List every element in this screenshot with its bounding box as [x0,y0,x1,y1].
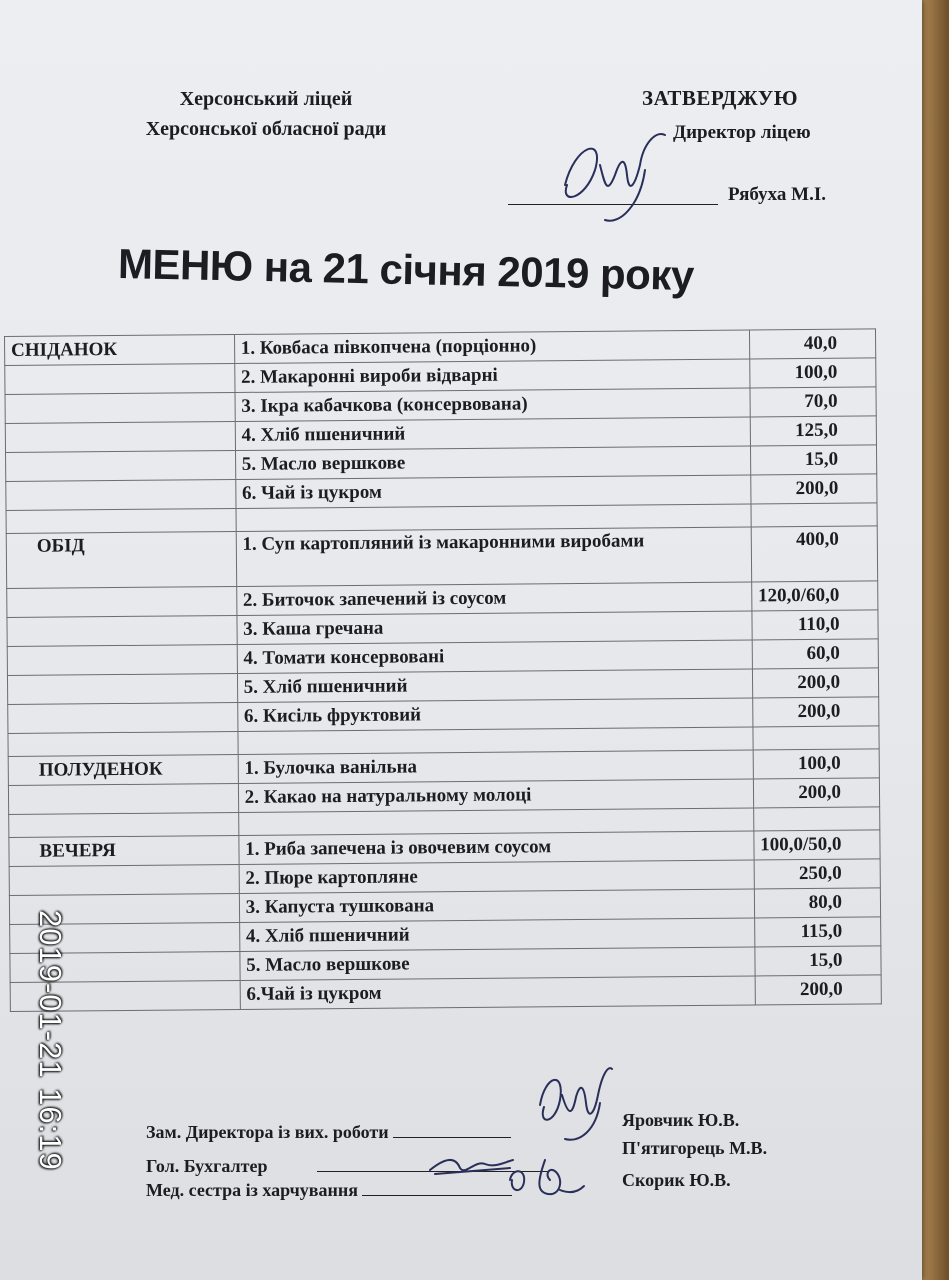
director-title: Директор ліцею [673,122,811,143]
dish-cell: 1. Булочка ванільна [238,750,753,783]
director-name: Рябуха М.І. [728,184,826,205]
nurse-name: Скорик Ю.В. [622,1170,731,1190]
meal-cell [5,363,235,394]
quantity-cell: 15,0 [750,445,877,475]
dish-cell: 1. Риба запечена із овочевим соусом [239,831,754,864]
director-signature [545,125,685,245]
quantity-cell: 400,0 [751,526,878,582]
page-title: МЕНЮ на 21 січня 2019 року [117,240,695,300]
quantity-cell: 100,0 [749,358,876,388]
quantity-cell: 125,0 [750,416,877,446]
meal-cell [7,673,237,704]
dish-cell: 5. Масло вершкове [240,947,755,980]
dish-cell: 4. Хліб пшеничний [239,918,754,951]
quantity-cell: 100,0 [753,749,880,779]
dish-cell: 3. Каша гречана [237,611,752,644]
empty-cell [751,503,877,527]
accountant-role: Гол. Бухгалтер [146,1156,268,1176]
quantity-cell: 200,0 [750,474,877,504]
meal-cell: СНІДАНОК [5,334,235,365]
menu-table-body [5,329,882,1012]
dish-cell: 5. Хліб пшеничний [237,669,752,702]
signature-row-deputy [146,1122,511,1143]
signature-row-nurse [146,1180,512,1201]
dish-cell: 3. Ікра кабачкова (консервована) [235,388,750,421]
institution-header [86,84,446,144]
empty-cell [6,508,236,533]
dish-cell: 1. Суп картопляний із макаронними виробами [236,527,752,586]
quantity-cell: 200,0 [755,975,882,1005]
meal-cell: ОБІД [6,531,236,588]
meal-cell [5,421,235,452]
meal-cell [6,450,236,481]
quantity-cell: 15,0 [755,946,882,976]
quantity-cell: 110,0 [752,610,879,640]
meal-cell [6,479,236,510]
quantity-cell: 200,0 [753,778,880,808]
dish-cell: 5. Масло вершкове [235,446,750,479]
dish-cell: 2. Биточок запечений із соусом [236,582,751,615]
meal-cell: ВЕЧЕРЯ [9,835,239,866]
dish-cell: 3. Капуста тушкована [239,889,754,922]
deputy-name: Яровчик Ю.В. [622,1110,740,1130]
meal-cell [7,586,237,617]
dish-cell: 4. Томати консервовані [237,640,752,673]
dish-cell: 6. Чай із цукром [235,475,750,508]
table-row [6,526,877,589]
quantity-cell: 250,0 [754,859,881,889]
quantity-cell: 70,0 [750,387,877,417]
deputy-role: Зам. Директора із вих. роботи [146,1122,389,1142]
dish-cell: 6. Кисіль фруктовий [237,698,752,731]
meal-cell [7,615,237,646]
meal-cell [8,783,238,814]
meal-cell [8,702,238,733]
meal-cell [7,644,237,675]
empty-cell [753,726,879,750]
dish-cell: 4. Хліб пшеничний [235,417,750,450]
quantity-cell: 200,0 [752,697,879,727]
dish-cell: 2. Какао на натуральному молоці [238,779,753,812]
photo-timestamp: 2019-01-21 16:19 [33,910,68,1171]
empty-cell [753,807,879,831]
deputy-signature-line [393,1123,511,1138]
table-row [10,975,881,1012]
quantity-cell: 40,0 [749,329,876,359]
deputy-signature [520,1055,620,1145]
approve-label: ЗАТВЕРДЖУЮ [642,86,798,110]
nurse-signature [500,1150,590,1200]
quantity-cell: 120,0/60,0 [751,581,878,611]
institution-line1: Херсонський ліцей [179,88,353,110]
nurse-role: Мед. сестра із харчування [146,1180,359,1200]
quantity-cell: 80,0 [754,888,881,918]
quantity-cell: 115,0 [754,917,881,947]
quantity-cell: 100,0/50,0 [754,830,881,860]
dish-cell: 2. Макаронні вироби відварні [234,359,749,392]
accountant-name: П'ятигорець М.В. [622,1138,768,1158]
dish-cell: 6.Чай із цукром [240,976,755,1009]
meal-cell [5,392,235,423]
menu-table [4,328,882,1012]
empty-cell [8,731,238,756]
quantity-cell: 200,0 [752,668,879,698]
institution-line2: Херсонської обласної ради [145,118,387,140]
meal-cell [9,864,239,895]
quantity-cell: 60,0 [752,639,879,669]
empty-cell [9,812,239,837]
meal-cell: ПОЛУДЕНОК [8,754,238,785]
nurse-signature-line [362,1181,512,1196]
dish-cell: 1. Ковбаса півкопчена (порціонно) [234,330,749,363]
dish-cell: 2. Пюре картопляне [239,860,754,893]
